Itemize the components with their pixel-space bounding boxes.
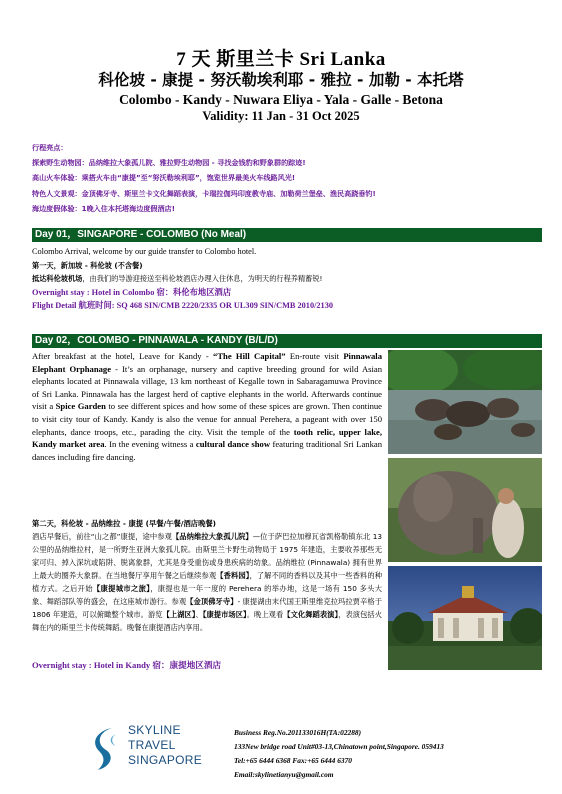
- email: Email:skylinetianyu@gmail.com: [234, 770, 334, 779]
- elephants-river-photo: [388, 350, 542, 454]
- highlight-text: 【香料园】: [216, 571, 250, 580]
- route-english: Colombo - Kandy - Nuwara Eliya - Yala - Galle - Betona: [119, 92, 443, 107]
- temple-tooth-photo: [388, 566, 542, 670]
- text: ，了解不同的香料以及其中一些香料的种植方式。之后开始: [32, 571, 383, 593]
- text: to see different spices and how some of these spices are grown. Then continue to visit city tour of Kandy. Kandy is also the venue for annual Perehera, a pageant with over 150 elephants, dance troops, etc., parading the city. Visit the temple of the: [32, 401, 382, 437]
- brand-line: SKYLINE: [128, 723, 181, 737]
- day1-chinese-text: ，由我们的导游迎接送至科伦坡酒店办理入住休息，为明天的行程养精蓄锐!: [82, 274, 323, 284]
- text: ，康提也是一年一度的 Perehera 的举办地，这是一场有 150 多头大象、舞蹈部队等的盛会，在这座城市游行。参观: [32, 584, 383, 606]
- text: En-route visit: [285, 351, 344, 361]
- day2-stay: Overnight stay : Hotel in Kandy 宿：康提地区酒店: [32, 660, 222, 670]
- highlight-item: 探索野生动物园：品纳维拉大象孤儿院、雅拉野生动物园 - 寻找金钱豹和野象群的踪迹!: [32, 158, 306, 168]
- highlight-text: 【文化舞蹈表演】: [283, 610, 339, 619]
- phone-fax: Tel:+65 6444 6368 Fax:+65 6444 6370: [234, 756, 352, 765]
- text: - It’s an orphanage, nursery and captive breeding ground for wild Asian elephants located at Pinnawala village, 13 km northeast of Kegalle town in Sabaragamuwa Province of Sri Lanka. Pinnawala has the largest herd of captive elephants in the world. Afterwards continue visit a: [32, 363, 383, 412]
- day1-stay: Overnight stay : Hotel in Colombo 宿：科伦布地区酒店: [32, 287, 232, 297]
- highlight-text: 【品纳维拉大象孤儿院】: [171, 532, 253, 541]
- brand-line: SINGAPORE: [128, 753, 203, 767]
- highlight-text: 【康提市场区】: [202, 610, 247, 619]
- company-info: [234, 726, 524, 782]
- text: ，表演包括火舞在内的斯里兰卡传统舞蹈。晚餐在康提酒店内享用。: [32, 610, 382, 632]
- text: - 康提湖由末代国王斯里维克拉玛拉贾辛格于 1806 年建造，可以俯瞰整个城市。游览: [32, 597, 383, 619]
- highlight-text: 【康提城市之旅】: [92, 584, 151, 593]
- day1-chinese-bold: 抵达科伦坡机场: [32, 274, 83, 284]
- tour-title: 7 天 斯里兰卡 Sri Lanka: [176, 49, 386, 70]
- day1-header: Day 01，SINGAPORE - COLOMBO (No Meal): [32, 228, 542, 242]
- highlight-item: 海边度假体验：1晚入住本托塔海边度假酒店!: [32, 203, 175, 213]
- day1-body: [32, 245, 542, 313]
- text: 。晚上观看: [246, 610, 284, 619]
- highlight-text: tooth relic, upper lake, Kandy market area: [32, 426, 382, 450]
- text: 、: [195, 610, 203, 619]
- highlights-heading: 行程亮点：: [32, 143, 68, 152]
- brand-line: TRAVEL: [128, 738, 176, 752]
- highlight-item: 特色人文景观：金顶佛牙寺、斯里兰卡文化舞蹈表演，卡瑞拉伽玛印度教寺庙、加勒荷兰堡垒、渔民高跷垂钓!: [32, 188, 376, 198]
- skyline-travel-logo: [92, 720, 222, 778]
- day2-english: [32, 350, 382, 463]
- highlight-text: Pinnawala Elephant Orphanage: [32, 351, 382, 374]
- day2-chinese-title: 第二天，科伦坡 - 品纳维拉 - 康提 (早餐/午餐/酒店晚餐): [32, 519, 216, 528]
- highlight-text: 【金顶佛牙寺】: [186, 597, 238, 606]
- day1-chinese-title: 第一天，新加坡 - 科伦坡 (不含餐): [32, 260, 143, 270]
- logo-swirl-icon: [92, 724, 124, 774]
- highlights-section: [32, 140, 542, 216]
- highlight-text: cultural dance show: [195, 439, 271, 450]
- text: After breakfast at the hotel, Leave for Kandy -: [32, 351, 214, 361]
- highlight-item: 高山火车体验：乘搭火车由“康提”至“努沃勒埃利耶”，饱览世界最美火车线路风光!: [32, 173, 296, 183]
- text: 酒店早餐后，前往“山之都”康提，途中参观: [32, 532, 172, 541]
- elephant-feeding-photo: [388, 458, 542, 562]
- highlight-text: Spice Garden: [55, 401, 106, 412]
- day1-english: Colombo Arrival, welcome by our guide transfer to Colombo hotel.: [32, 247, 257, 256]
- address: 133New bridge road Unit#03-13,Chinatown point,Singapore. 059413: [234, 742, 444, 751]
- day1-chinese-body: [32, 272, 542, 286]
- validity: Validity: 11 Jan - 31 Oct 2025: [202, 109, 360, 123]
- highlight-text: 【上湖区】: [162, 610, 196, 619]
- day2-chinese: [32, 517, 382, 634]
- text: —位于萨巴拉加穆瓦省凯格勒镇东北 13 公里的品纳维拉村，是一所野生亚洲大象孤儿院。由斯里兰卡野生动物局于 1975 年建造，主要收养那些无家可归、掉入深坑或陷阱、脱离象群，尤其是身受重伤或身患疾病的幼象。品纳维拉 (Pinnawala) 拥有世界上最大的圈养大象群。在当地餐厅享用午餐之后继续参观: [32, 532, 383, 580]
- day2-chinese-body: [32, 530, 382, 634]
- day1-flight: Flight Detail 航班时间: SQ 468 SIN/CMB 2220/2335 OR UL309 SIN/CMB 2010/2130: [32, 301, 334, 311]
- route-chinese: 科伦坡 - 康提 - 努沃勒埃利耶 - 雅拉 - 加勒 - 本托塔: [98, 71, 464, 89]
- business-reg: Business Reg.No.201133016H(TA:02288): [234, 728, 362, 737]
- day2-header: Day 02，COLOMBO - PINNAWALA - KANDY (B/L/D): [32, 334, 542, 348]
- highlight-text: “The Hill Capital”: [213, 351, 286, 361]
- text: . In the evening witness a: [104, 439, 196, 450]
- text: featuring traditional Sri Lankan dances including fire dancing.: [32, 439, 383, 462]
